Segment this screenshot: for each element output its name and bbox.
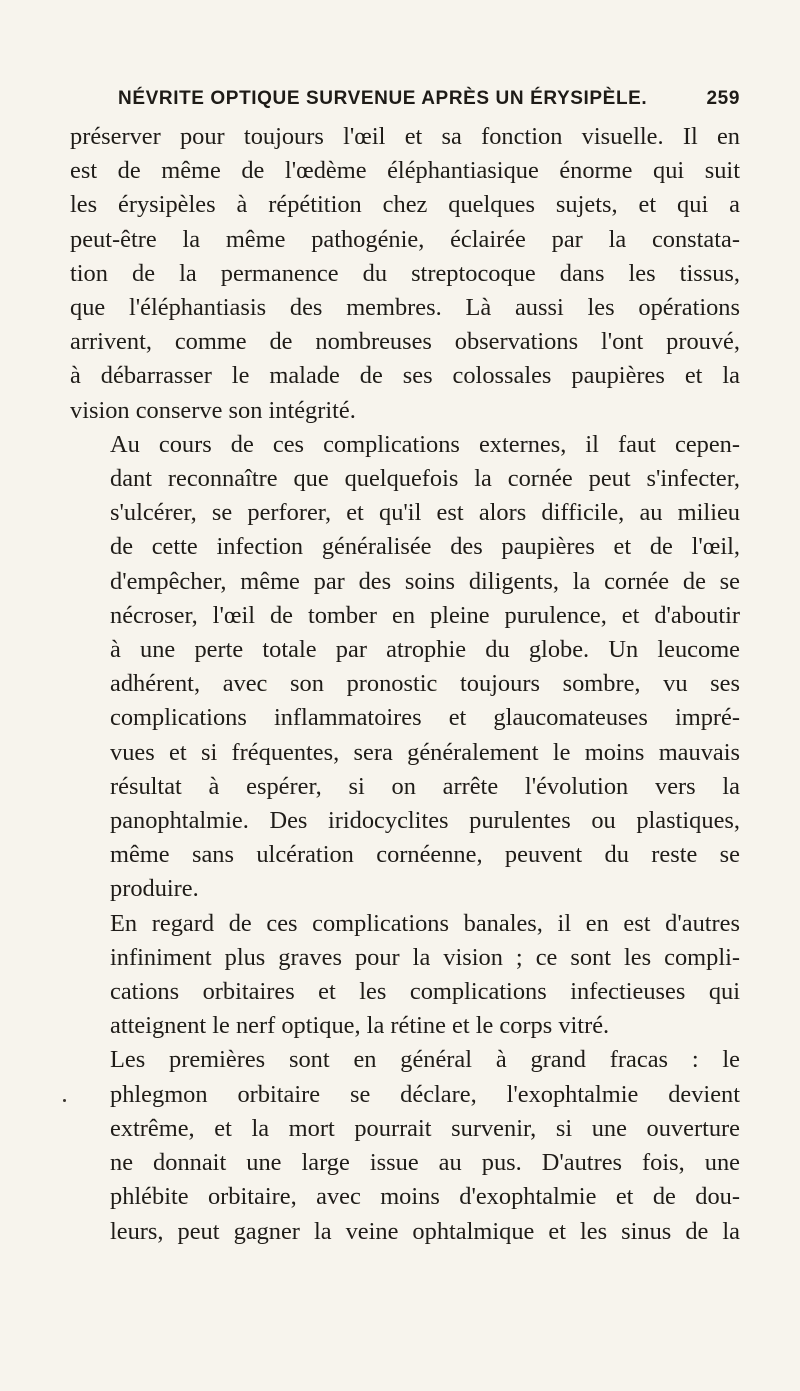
text-line: complications inflammatoires et glaucomateuses impré- [110, 704, 740, 732]
text-line: Les premières sont en général à grand fracas : le [110, 1046, 740, 1074]
text-line: vision conserve son intégrité. [70, 396, 356, 424]
text-line: phlegmon orbitaire se déclare, l'exophtalmie devient [110, 1080, 740, 1108]
text-line: vues et si fréquentes, sera généralement le moins mauvais [110, 738, 740, 766]
text-line: ne donnait une large issue au pus. D'autres fois, une [110, 1149, 740, 1177]
text-line: s'ulcérer, se perforer, et qu'il est alors difficile, au milieu [110, 499, 740, 527]
margin-ink-mark [63, 1099, 66, 1102]
text-line: même sans ulcération cornéenne, peuvent du reste se [110, 841, 740, 869]
text-line: panophtalmie. Des iridocyclites purulentes ou plastiques, [110, 807, 740, 835]
text-line: phlébite orbitaire, avec moins d'exophtalmie et de dou- [110, 1183, 740, 1211]
text-line: produire. [110, 875, 199, 903]
text-line: infiniment plus graves pour la vision ; ce sont les compli- [110, 943, 740, 971]
text-line: que l'éléphantiasis des membres. Là aussi les opérations [70, 294, 740, 322]
text-line: En regard de ces complications banales, il en est d'autres [110, 909, 740, 937]
text-line: de cette infection généralisée des paupières et de l'œil, [110, 533, 740, 561]
text-line: d'empêcher, même par des soins diligents, la cornée de se [110, 567, 740, 595]
running-head [118, 88, 740, 114]
text-line: arrivent, comme de nombreuses observations l'ont prouvé, [70, 328, 740, 356]
text-line: atteignent le nerf optique, la rétine et le corps vitré. [110, 1012, 610, 1040]
text-line: les érysipèles à répétition chez quelques sujets, et qui a [70, 191, 740, 219]
paragraph-1 [70, 120, 740, 428]
text-line: extrême, et la mort pourrait survenir, si une ouverture [110, 1114, 740, 1142]
text-line: Au cours de ces complications externes, il faut cepen- [110, 430, 740, 458]
text-line: nécroser, l'œil de tomber en pleine purulence, et d'aboutir [110, 601, 740, 629]
text-line: tion de la permanence du streptocoque dans les tissus, [70, 259, 740, 287]
paragraph-2 [70, 428, 740, 907]
paragraph-3 [70, 907, 740, 1044]
text-line: cations orbitaires et les complications infectieuses qui [110, 978, 740, 1006]
text-line: est de même de l'œdème éléphantiasique énorme qui suit [70, 157, 740, 185]
text-line: à débarrasser le malade de ses colossales paupières et la [70, 362, 740, 390]
page-number: 259 [706, 88, 740, 109]
text-line: adhérent, avec son pronostic toujours sombre, vu ses [110, 670, 740, 698]
text-line: peut-être la même pathogénie, éclairée par la constata- [70, 225, 740, 253]
text-line: dant reconnaître que quelquefois la cornée peut s'infecter, [110, 465, 740, 493]
text-line: résultat à espérer, si on arrête l'évolution vers la [110, 772, 740, 800]
text-line: leurs, peut gagner la veine ophtalmique et les sinus de la [110, 1217, 740, 1245]
body-text [70, 120, 740, 1249]
paragraph-4 [70, 1043, 740, 1248]
running-title: NÉVRITE OPTIQUE SURVENUE APRÈS UN ÉRYSIPÈLE. [118, 88, 648, 109]
text-line: à une perte totale par atrophie du globe. Un leucome [110, 636, 740, 664]
text-line: préserver pour toujours l'œil et sa fonction visuelle. Il en [70, 123, 740, 150]
